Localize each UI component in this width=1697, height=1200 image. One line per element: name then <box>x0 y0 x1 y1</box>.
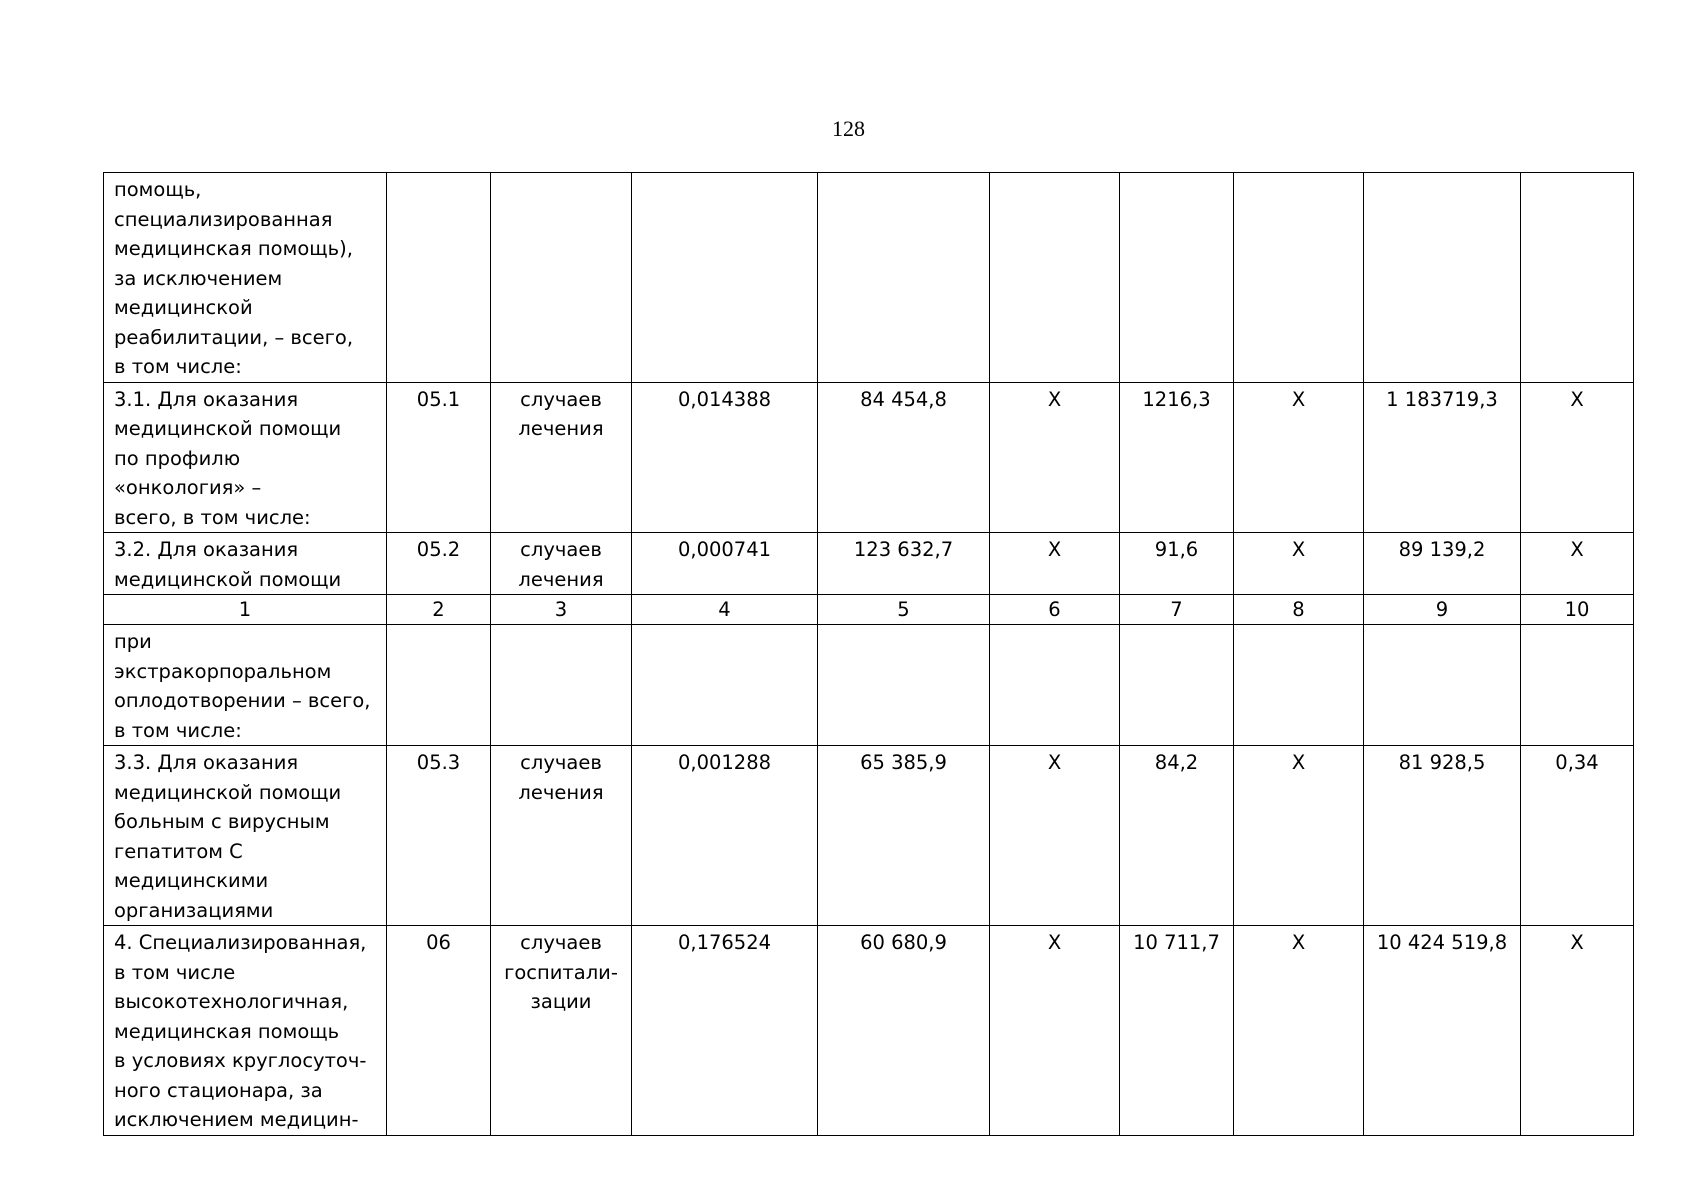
col8-cell <box>1234 625 1364 746</box>
col7-cell: 91,6 <box>1120 533 1234 595</box>
col6-cell: Х <box>990 382 1120 533</box>
code-cell <box>387 625 491 746</box>
col8-cell: Х <box>1234 382 1364 533</box>
row-name-cell: 3.2. Для оказания медицинской помощи <box>104 533 387 595</box>
column-number: 8 <box>1234 595 1364 625</box>
table-row <box>104 382 1634 533</box>
row-name-cell: помощь, специализированная медицинская помощь), за исключением медицинской реабилитации, – всего, в том числе: <box>104 173 387 383</box>
code-cell: 05.1 <box>387 382 491 533</box>
col6-cell <box>990 625 1120 746</box>
column-number: 6 <box>990 595 1120 625</box>
table-row <box>104 533 1634 595</box>
code-cell: 05.2 <box>387 533 491 595</box>
col5-cell: 84 454,8 <box>818 382 990 533</box>
col5-cell: 123 632,7 <box>818 533 990 595</box>
col5-cell <box>818 173 990 383</box>
table-row <box>104 926 1634 1136</box>
column-number: 7 <box>1120 595 1234 625</box>
unit-cell: случаев лечения <box>491 746 632 926</box>
col7-cell: 84,2 <box>1120 746 1234 926</box>
col8-cell: Х <box>1234 926 1364 1136</box>
column-number-row <box>104 595 1634 625</box>
unit-cell <box>491 173 632 383</box>
col9-cell <box>1364 173 1521 383</box>
col7-cell: 10 711,7 <box>1120 926 1234 1136</box>
col8-cell <box>1234 173 1364 383</box>
row-name-cell: 3.3. Для оказания медицинской помощи больным с вирусным гепатитом С медицинскими организациями <box>104 746 387 926</box>
col6-cell: Х <box>990 533 1120 595</box>
row-name-cell: 3.1. Для оказания медицинской помощи по профилю «онкология» – всего, в том числе: <box>104 382 387 533</box>
col4-cell: 0,000741 <box>632 533 818 595</box>
unit-cell: случаев лечения <box>491 382 632 533</box>
unit-cell: случаев лечения <box>491 533 632 595</box>
col9-cell: 89 139,2 <box>1364 533 1521 595</box>
col4-cell <box>632 625 818 746</box>
col9-cell <box>1364 625 1521 746</box>
row-name-cell: при экстракорпоральном оплодотворении – всего, в том числе: <box>104 625 387 746</box>
row-name-cell: 4. Специализированная, в том числе высокотехнологичная, медицинская помощь в условиях круглосуточ- ного стационара, за исключением медицин- <box>104 926 387 1136</box>
column-number: 10 <box>1521 595 1634 625</box>
col7-cell <box>1120 173 1234 383</box>
table-row <box>104 173 1634 383</box>
column-number: 4 <box>632 595 818 625</box>
col6-cell: Х <box>990 926 1120 1136</box>
col5-cell: 65 385,9 <box>818 746 990 926</box>
code-cell: 05.3 <box>387 746 491 926</box>
col9-cell: 81 928,5 <box>1364 746 1521 926</box>
col8-cell: Х <box>1234 746 1364 926</box>
col4-cell: 0,014388 <box>632 382 818 533</box>
unit-cell <box>491 625 632 746</box>
column-number: 3 <box>491 595 632 625</box>
col10-cell: Х <box>1521 926 1634 1136</box>
col10-cell: 0,34 <box>1521 746 1634 926</box>
col10-cell: Х <box>1521 382 1634 533</box>
code-cell: 06 <box>387 926 491 1136</box>
col5-cell: 60 680,9 <box>818 926 990 1136</box>
col4-cell: 0,001288 <box>632 746 818 926</box>
column-number: 9 <box>1364 595 1521 625</box>
code-cell <box>387 173 491 383</box>
col4-cell: 0,176524 <box>632 926 818 1136</box>
col10-cell <box>1521 173 1634 383</box>
col10-cell: Х <box>1521 533 1634 595</box>
col8-cell: Х <box>1234 533 1364 595</box>
col10-cell <box>1521 625 1634 746</box>
col9-cell: 1 183719,3 <box>1364 382 1521 533</box>
column-number: 2 <box>387 595 491 625</box>
unit-cell: случаев госпитали- зации <box>491 926 632 1136</box>
column-number: 1 <box>104 595 387 625</box>
col5-cell <box>818 625 990 746</box>
column-number: 5 <box>818 595 990 625</box>
col7-cell: 1216,3 <box>1120 382 1234 533</box>
table-row <box>104 625 1634 746</box>
col6-cell <box>990 173 1120 383</box>
col7-cell <box>1120 625 1234 746</box>
data-table <box>103 172 1634 1136</box>
col9-cell: 10 424 519,8 <box>1364 926 1521 1136</box>
col4-cell <box>632 173 818 383</box>
col6-cell: Х <box>990 746 1120 926</box>
page-number: 128 <box>832 116 865 141</box>
table-row <box>104 746 1634 926</box>
